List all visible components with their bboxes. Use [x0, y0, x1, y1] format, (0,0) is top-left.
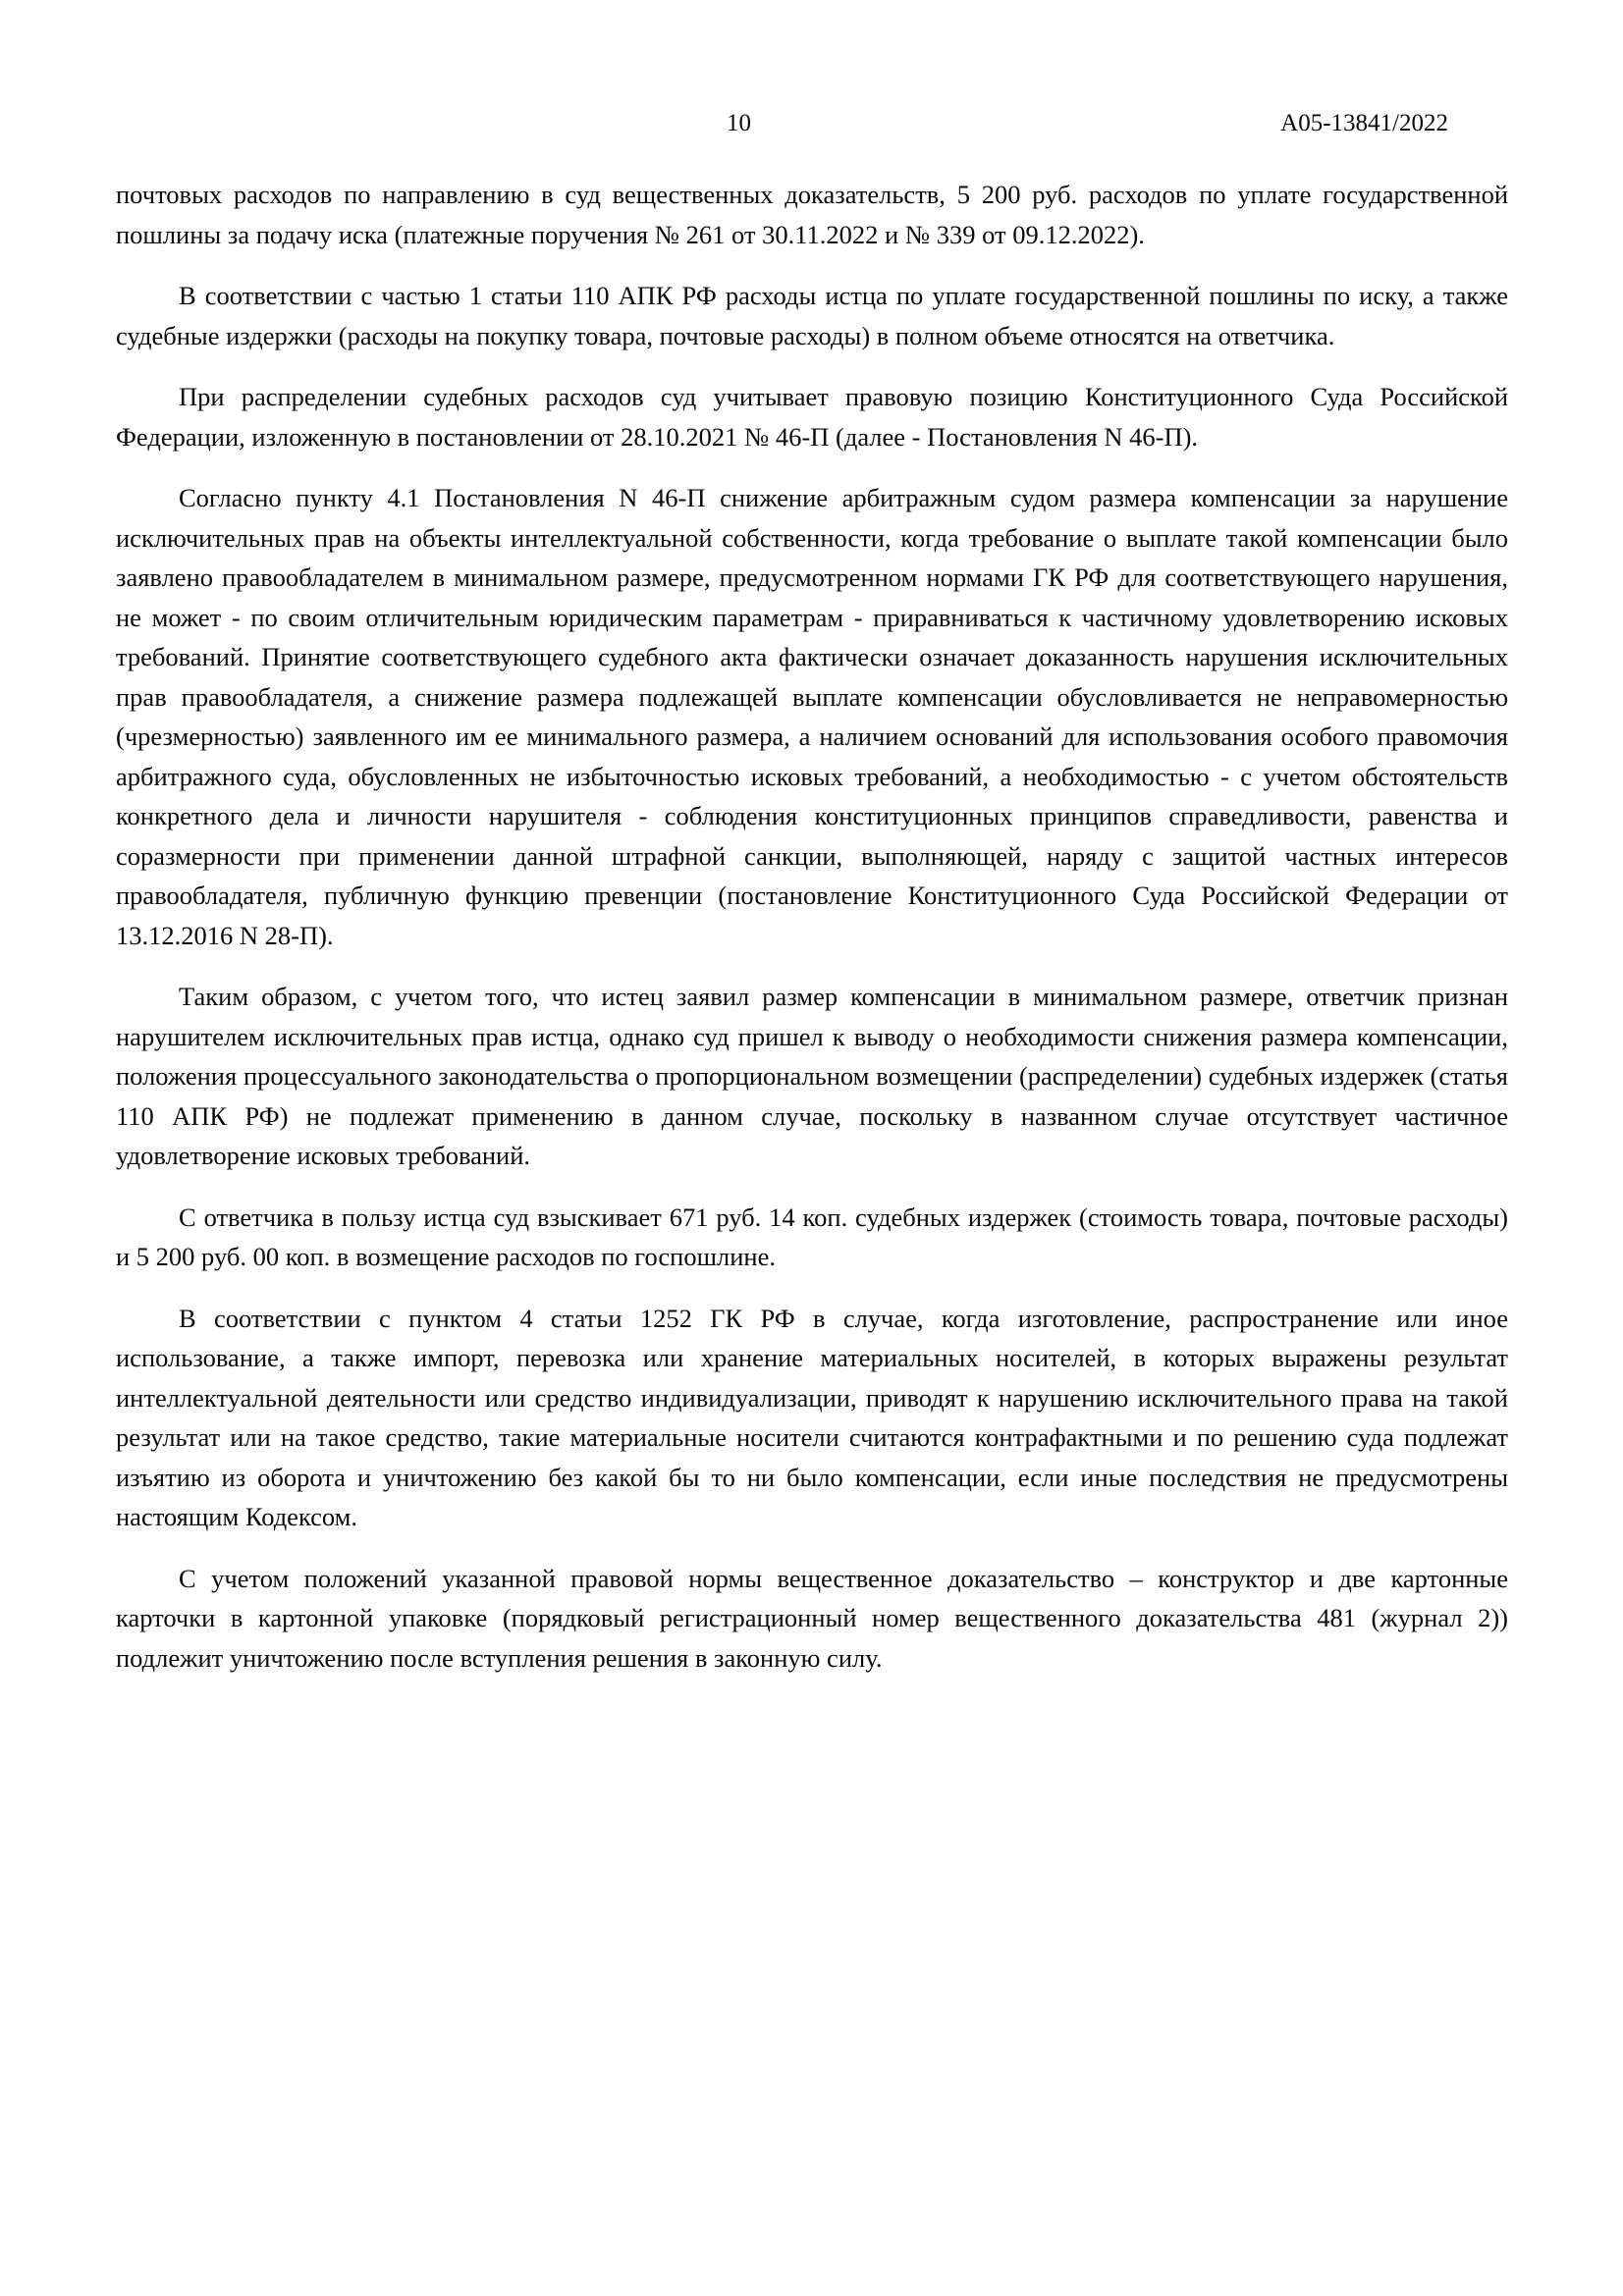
- page-number: 10: [727, 110, 751, 136]
- paragraph-gk-1252: В соответствии с пунктом 4 статьи 1252 ГК РФ в случае, когда изготовление, распространение или иное использование, а также импорт, перевозка или хранение материальных носителей, в которых выражены результат интеллектуальной деятельности или средство индивидуализации, приводят к нарушению исключительного права на такой результат или на такое средство, такие материальные носители считаются контрафактными и по решению суда подлежат изъятию из оборота и уничтожению без какой бы то ни было компенсации, если иные последствия не предусмотрены настоящим Кодексом.: [116, 1303, 1508, 1531]
- paragraph-point-4-1: Согласно пункту 4.1 Постановления N 46-П снижение арбитражным судом размера компенсации за нарушение исключительных прав на объекты интеллектуальной собственности, когда требование о выплате такой компенсации было заявлено правообладателем в минимальном размере, предусмотренном нормами ГК РФ для соответствующего нарушения, не может - по своим отличительным юридическим параметрам - приравниваться к частичному удовлетворению исковых требований. Принятие соответствующего судебного акта фактически означает доказанность нарушения исключительных прав правообладателя, а снижение размера подлежащей выплате компенсации обусловливается не неправомерностью (чрезмерностью) заявленного им ее минимального размера, а наличием оснований для использования особого правомочия арбитражного суда, обусловленных не избыточностью исковых требований, а необходимостью - с учетом обстоятельств конкретного дела и личности нарушителя - соблюдения конституционных принципов справедливости, равенства и соразмерности при применении данной штрафной санкции, выполняющей, наряду с защитой частных интересов правообладателя, публичную функцию превенции (постановление Конституционного Суда Российской Федерации от 13.12.2016 N 28-П).: [116, 483, 1508, 950]
- paragraph-conclusion: Таким образом, с учетом того, что истец заявил размер компенсации в минимальном размере, ответчик признан нарушителем исключительных прав истца, однако суд пришел к выводу о необходимости снижения размера компенсации, положения процессуального законодательства о пропорциональном возмещении (распределении) судебных издержек (статья 110 АПК РФ) не подлежат применению в данном случае, поскольку в названном случае отсутствует частичное удовлетворение исковых требований.: [116, 982, 1508, 1170]
- page-header: [0, 110, 1623, 139]
- paragraph-awarded-costs: С ответчика в пользу истца суд взыскивает 671 руб. 14 коп. судебных издержек (стоимость товара, почтовые расходы) и 5 200 руб. 00 коп. в возмещение расходов по госпошлине.: [116, 1201, 1508, 1271]
- paragraph-evidence-destruction: С учетом положений указанной правовой нормы вещественное доказательство – конструктор и две картонные карточки в картонной упаковке (порядковый регистрационный номер вещественного доказательства 481 (журнал 2)) подлежит уничтожению после вступления решения в законную силу.: [116, 1563, 1508, 1673]
- case-number: А05-13841/2022: [1280, 110, 1448, 136]
- paragraph-constitutional-court: При распределении судебных расходов суд учитывает правовую позицию Конституционного Суда Российской Федерации, изложенную в постановлении от 28.10.2021 № 46-П (далее - Постановления N 46-П).: [116, 382, 1508, 452]
- paragraph-apk-110: В соответствии с частью 1 статьи 110 АПК РФ расходы истца по уплате государственной пошлины по иску, а также судебные издержки (расходы на покупку товара, почтовые расходы) в полном объеме относятся на ответчика.: [116, 281, 1508, 350]
- paragraph-continuation: почтовых расходов по направлению в суд вещественных доказательств, 5 200 руб. расходов по уплате государственной пошлины за подачу иска (платежные поручения № 261 от 30.11.2022 и № 339 от 09.12.2022).: [116, 180, 1508, 249]
- document-body: [116, 175, 1508, 1678]
